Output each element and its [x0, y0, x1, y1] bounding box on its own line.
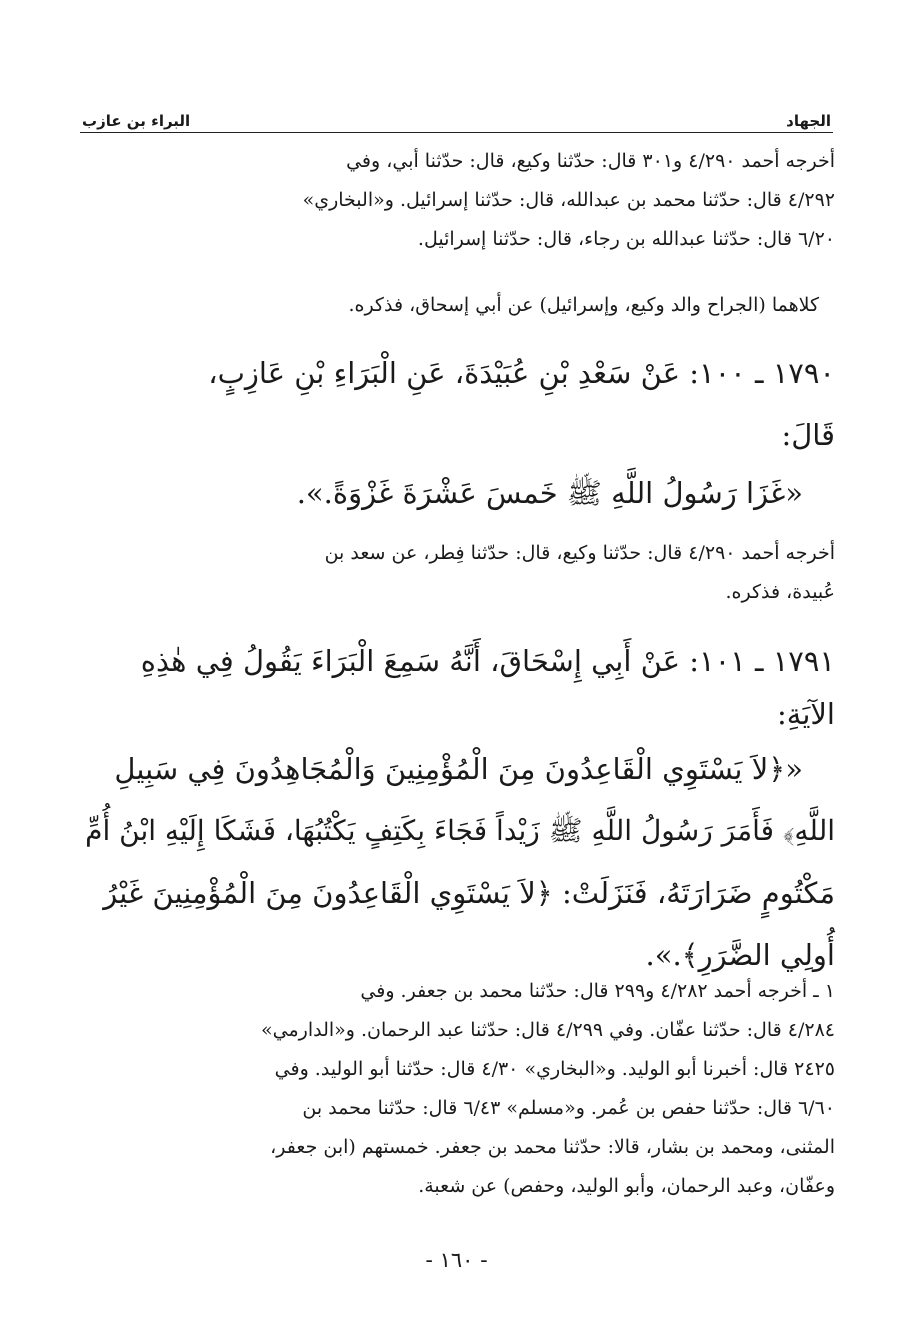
hadith-quote-line: مَكْتُومٍ ضَرَارَتَهُ، فَنَزَلَتْ: ﴿لاَ يَسْتَوِي الْقَاعِدُونَ مِنَ الْمُؤْمِنِينَ غَيْرُ — [103, 876, 835, 910]
footnote-summary — [78, 286, 835, 325]
hadith-line: ١٧٩٠ ـ ١٠٠: عَنْ سَعْدِ بْنِ عُبَيْدَةَ، عَنِ الْبَرَاءِ بْنِ عَازِبٍ، — [208, 356, 835, 390]
hadith-1790-isnad — [78, 342, 835, 466]
page-number: - ١٦٠ - — [425, 1248, 488, 1272]
note-line: ٤/٢٨٤ قال: حدّثنا عفّان. وفي ٤/٢٩٩ قال: حدّثنا عبد الرحمان. و«الدارمي» — [261, 1019, 835, 1041]
hadith-1791-isnad — [78, 630, 835, 736]
note-line: كلاهما (الجراح والد وكيع، وإسرائيل) عن أبي إسحاق، فذكره. — [348, 294, 819, 316]
hadith-quote-line: أُولِي الضَّرَرِ﴾.». — [645, 938, 835, 972]
note-line: أخرجه أحمد ٤/٢٩٠ قال: حدّثنا وكيع، قال: حدّثنا فِطر، عن سعد بن — [324, 542, 835, 564]
hadith-quote: «غَزَا رَسُولُ اللَّهِ ﷺ خَمسَ عَشْرَةَ غَزْوَةً.». — [296, 476, 803, 510]
hadith-line: قَالَ: — [781, 418, 835, 452]
header-chapter-title: البراء بن عازب — [82, 112, 191, 130]
note-line: عُبيدة، فذكره. — [725, 581, 835, 603]
note-line: ٦/٢٠ قال: حدّثنا عبدالله بن رجاء، قال: حدّثنا إسرائيل. — [417, 228, 835, 250]
hadith-1791-matn — [78, 738, 835, 986]
running-header — [80, 98, 833, 133]
hadith-quote-line: «﴿لاَ يَسْتَوِي الْقَاعِدُونَ مِنَ الْمُؤْمِنِينَ وَالْمُجَاهِدُونَ فِي سَبِيلِ — [114, 752, 803, 786]
note-line: أخرجه أحمد ٤/٢٩٠ و٣٠١ قال: حدّثنا وكيع، قال: حدّثنا أبي، وفي — [346, 150, 835, 172]
footnote-takhrij-1 — [78, 142, 835, 259]
footnote-takhrij-2 — [78, 534, 835, 612]
hadith-line: ١٧٩١ ـ ١٠١: عَنْ أَبِي إِسْحَاقَ، أَنَّهُ سَمِعَ الْبَرَاءَ يَقُولُ فِي هٰذِهِ — [140, 644, 835, 678]
footnote-takhrij-3 — [78, 972, 835, 1206]
hadith-line: الآيَةِ: — [777, 697, 835, 731]
note-line: ٦/٦٠ قال: حدّثنا حفص بن عُمر. و«مسلم» ٦/٤٣ قال: حدّثنا محمد بن — [302, 1097, 835, 1119]
hadith-1790-matn — [78, 462, 835, 524]
note-line: ١ ـ أخرجه أحمد ٤/٢٨٢ و٢٩٩ قال: حدّثنا محمد بن جعفر. وفي — [360, 980, 835, 1002]
note-line: وعفّان، وعبد الرحمان، وأبو الوليد، وحفص) عن شعبة. — [418, 1175, 835, 1197]
header-section-title: الجهاد — [786, 112, 831, 130]
note-line: المثنى، ومحمد بن بشار، قالا: حدّثنا محمد بن جعفر. خمستهم (ابن جعفر، — [270, 1136, 835, 1158]
hadith-quote-line: اللَّهِ﴾ فَأَمَرَ رَسُولُ اللَّهِ ﷺ زَيْداً فَجَاءَ بِكَتِفٍ يَكْتُبُهَا، فَشَكَا إِلَيْهِ ابْنُ أُمِّ — [85, 814, 835, 847]
note-line: ٢٤٢٥ قال: أخبرنا أبو الوليد. و«البخاري» ٤/٣٠ قال: حدّثنا أبو الوليد. وفي — [274, 1058, 835, 1080]
note-line: ٤/٢٩٢ قال: حدّثنا محمد بن عبدالله، قال: حدّثنا إسرائيل. و«البخاري» — [302, 189, 835, 211]
